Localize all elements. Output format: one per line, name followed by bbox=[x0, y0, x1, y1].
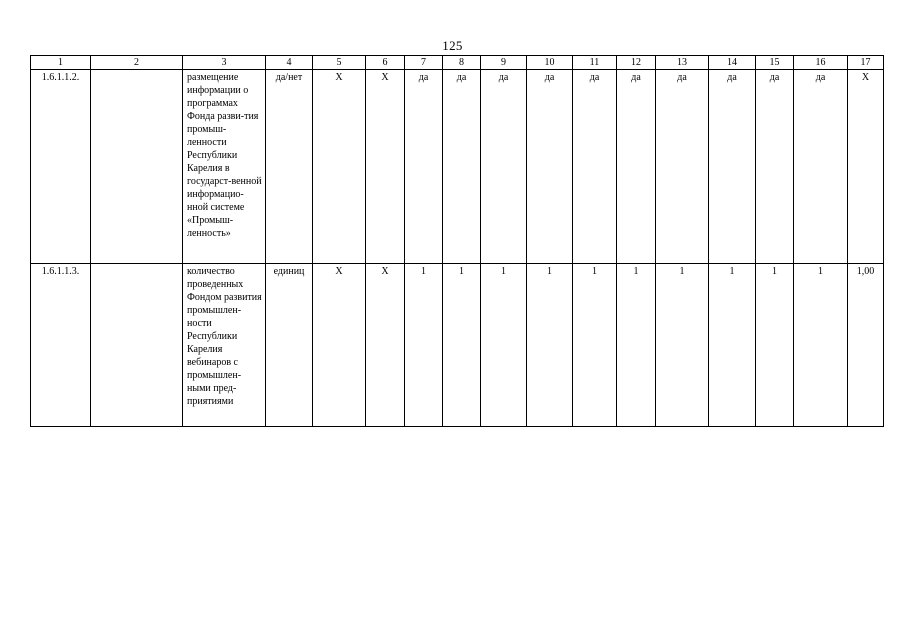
cell-col-10: да bbox=[527, 70, 573, 264]
header-col-8: 8 bbox=[443, 56, 481, 70]
cell-unit: единиц bbox=[266, 264, 313, 427]
page-number: 125 bbox=[442, 38, 463, 53]
header-col-10: 10 bbox=[527, 56, 573, 70]
header-row bbox=[31, 56, 884, 70]
cell-col-12: 1 bbox=[617, 264, 656, 427]
header-col-3: 3 bbox=[183, 56, 266, 70]
cell-col-14: 1 bbox=[709, 264, 756, 427]
cell-col-6: Х bbox=[366, 264, 405, 427]
cell-col-5: Х bbox=[313, 70, 366, 264]
header-col-6: 6 bbox=[366, 56, 405, 70]
cell-col-9: да bbox=[481, 70, 527, 264]
cell-col-7: да bbox=[405, 70, 443, 264]
cell-col-2 bbox=[91, 264, 183, 427]
cell-col-10: 1 bbox=[527, 264, 573, 427]
header-col-16: 16 bbox=[794, 56, 848, 70]
header-col-4: 4 bbox=[266, 56, 313, 70]
cell-item-number: 1.6.1.1.2. bbox=[31, 70, 91, 264]
cell-col-11: 1 bbox=[573, 264, 617, 427]
cell-col-8: да bbox=[443, 70, 481, 264]
cell-item-number: 1.6.1.1.3. bbox=[31, 264, 91, 427]
cell-col-12: да bbox=[617, 70, 656, 264]
header-col-7: 7 bbox=[405, 56, 443, 70]
cell-col-7: 1 bbox=[405, 264, 443, 427]
cell-col-9: 1 bbox=[481, 264, 527, 427]
cell-col-5: Х bbox=[313, 264, 366, 427]
cell-col-13: 1 bbox=[656, 264, 709, 427]
cell-unit: да/нет bbox=[266, 70, 313, 264]
header-col-15: 15 bbox=[756, 56, 794, 70]
header-col-12: 12 bbox=[617, 56, 656, 70]
cell-col-16: 1 bbox=[794, 264, 848, 427]
header-col-5: 5 bbox=[313, 56, 366, 70]
cell-col-17: 1,00 bbox=[848, 264, 884, 427]
cell-col-16: да bbox=[794, 70, 848, 264]
table-row bbox=[31, 70, 884, 264]
cell-col-8: 1 bbox=[443, 264, 481, 427]
table-row bbox=[31, 264, 884, 427]
cell-col-11: да bbox=[573, 70, 617, 264]
cell-col-17: Х bbox=[848, 70, 884, 264]
cell-col-13: да bbox=[656, 70, 709, 264]
cell-indicator-description: размещение информации о программах Фонда разви-тия промыш-ленности Республики Карелия в государст-венной информацио-нной системе «Промыш-ленность» bbox=[183, 70, 266, 264]
header-col-11: 11 bbox=[573, 56, 617, 70]
header-col-17: 17 bbox=[848, 56, 884, 70]
header-col-13: 13 bbox=[656, 56, 709, 70]
indicators-table bbox=[30, 55, 884, 427]
cell-col-15: да bbox=[756, 70, 794, 264]
header-col-14: 14 bbox=[709, 56, 756, 70]
header-col-2: 2 bbox=[91, 56, 183, 70]
cell-col-14: да bbox=[709, 70, 756, 264]
cell-col-2 bbox=[91, 70, 183, 264]
cell-col-15: 1 bbox=[756, 264, 794, 427]
cell-col-6: Х bbox=[366, 70, 405, 264]
cell-indicator-description: количество проведенных Фондом развития промышлен-ности Республики Карелия вебинаров с промышлен-ными пред-приятиями bbox=[183, 264, 266, 427]
header-col-1: 1 bbox=[31, 56, 91, 70]
header-col-9: 9 bbox=[481, 56, 527, 70]
